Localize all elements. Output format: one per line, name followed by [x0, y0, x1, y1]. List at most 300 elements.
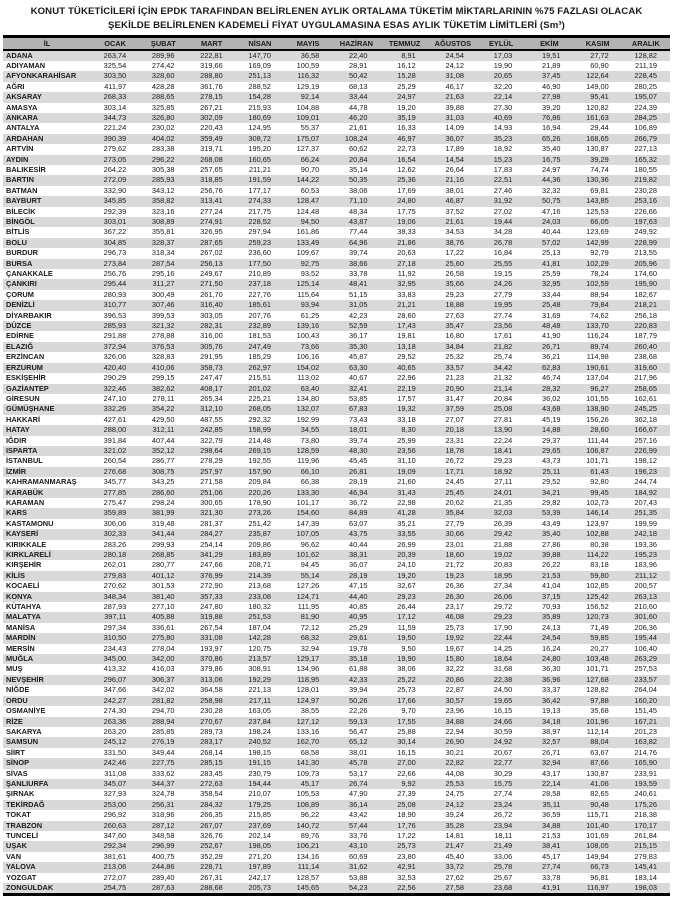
limit-value: 99,45 [590, 487, 609, 497]
limit-value: 59,85 [590, 633, 609, 643]
table-row [3, 248, 670, 258]
limit-value: 83,18 [590, 560, 609, 570]
limit-value: 31,47 [445, 393, 464, 403]
limit-value: 45,17 [542, 851, 561, 861]
limit-value: 20,83 [493, 560, 513, 570]
limit-value: 43,49 [542, 518, 561, 528]
limit-value: 328,37 [151, 237, 175, 247]
limit-value: 53,17 [349, 768, 368, 778]
table-row [3, 71, 670, 81]
limit-value: 20,63 [397, 248, 416, 258]
limit-value: 24,10 [397, 560, 416, 570]
limit-value: 310,77 [103, 300, 127, 310]
limit-value: 17,43 [397, 321, 416, 331]
limit-value: 195,44 [634, 633, 657, 643]
province-name: GÜMÜŞHANE [6, 404, 55, 414]
limit-value: 236,60 [248, 248, 271, 258]
column-header-month: HAZİRAN [332, 37, 380, 50]
limit-value: 46,94 [349, 487, 368, 497]
province-name: GİRESUN [6, 393, 40, 403]
limit-value: 253,16 [634, 196, 657, 206]
limit-value: 263,13 [634, 591, 657, 601]
limit-value: 37,45 [542, 71, 561, 81]
limit-value: 27,98 [542, 92, 561, 102]
limit-value: 108,05 [586, 841, 609, 851]
table-row [3, 748, 670, 758]
limit-value: 244,86 [151, 862, 175, 872]
limit-value: 207,43 [634, 497, 657, 507]
province-name: IĞDIR [6, 435, 27, 445]
limit-value: 21,16 [445, 175, 464, 185]
limit-value: 145,65 [296, 883, 320, 892]
limit-value: 21,88 [493, 539, 513, 549]
limit-value: 240,61 [634, 789, 657, 799]
province-name: KONYA [6, 591, 33, 601]
table-row [3, 394, 670, 404]
limit-value: 319,60 [634, 362, 657, 372]
column-header-month: EYLÜL [477, 37, 525, 50]
limit-value: 321,02 [103, 445, 127, 455]
limit-value: 141,30 [296, 758, 320, 768]
limit-value: 251,35 [634, 508, 657, 518]
limit-value: 211,12 [634, 570, 657, 580]
limit-value: 273,84 [103, 258, 127, 268]
limit-value: 92,79 [590, 248, 609, 258]
limit-value: 29,82 [542, 497, 561, 507]
limit-value: 22,66 [397, 768, 416, 778]
limit-value: 427,61 [103, 414, 127, 424]
limit-value: 429,50 [151, 414, 175, 424]
limit-value: 163,82 [634, 737, 657, 747]
limit-value: 26,78 [493, 237, 513, 247]
limit-value: 88,04 [590, 737, 609, 747]
limit-value: 21,53 [542, 570, 561, 580]
limit-value: 348,58 [151, 830, 175, 840]
limit-value: 288,68 [200, 883, 223, 892]
limit-value: 219,82 [634, 175, 657, 185]
limit-value: 46,97 [397, 133, 416, 143]
table-row [3, 373, 670, 383]
limit-value: 17,22 [397, 830, 416, 840]
province-name: İSTANBUL [6, 456, 43, 466]
limit-value: 25,13 [542, 248, 561, 258]
limit-value: 25,48 [542, 300, 561, 310]
limit-value: 52,59 [349, 321, 368, 331]
limit-value: 161,86 [296, 227, 320, 237]
limit-value: 146,14 [586, 508, 609, 518]
limit-value: 37,59 [445, 404, 464, 414]
limit-value: 22,94 [445, 726, 464, 736]
limit-value: 8,91 [401, 50, 416, 60]
limit-value: 22,87 [445, 685, 464, 695]
limit-value: 28,60 [590, 425, 609, 435]
consumption-limits-table [3, 35, 670, 896]
limit-value: 29,52 [542, 477, 561, 487]
limit-value: 31,92 [493, 196, 513, 206]
limit-value: 205,73 [248, 883, 271, 892]
limit-value: 278,88 [151, 331, 175, 341]
limit-value: 278,15 [200, 92, 223, 102]
limit-value: 31,43 [397, 487, 416, 497]
limit-value: 379,86 [200, 664, 223, 674]
limit-value: 62,83 [542, 362, 561, 372]
limit-value: 34,53 [445, 227, 464, 237]
limit-value: 28,91 [349, 60, 368, 70]
limit-value: 31,03 [445, 112, 464, 122]
province-name: ÇANKIRI [6, 279, 37, 289]
limit-value: 313,06 [200, 674, 223, 684]
limit-value: 22,98 [397, 497, 416, 507]
limit-value: 24,45 [445, 477, 464, 487]
limit-value: 34,88 [445, 716, 464, 726]
limit-value: 381,40 [151, 591, 175, 601]
limit-value: 295,16 [151, 269, 175, 279]
limit-value: 73,66 [300, 341, 320, 351]
limit-value: 134,16 [296, 851, 320, 861]
province-name: ŞANLIURFA [6, 778, 49, 788]
province-name: OSMANİYE [6, 706, 46, 716]
limit-value: 332,26 [103, 404, 127, 414]
province-name: KIRKLARELİ [6, 550, 51, 559]
limit-value: 22,56 [397, 883, 416, 892]
limit-value: 266,79 [634, 133, 657, 143]
limit-value: 154,02 [296, 362, 320, 372]
limit-value: 267,31 [200, 872, 223, 882]
limit-value: 198,15 [248, 747, 271, 757]
limit-value: 38,76 [445, 237, 464, 247]
limit-value: 27,00 [397, 758, 416, 768]
limit-value: 292,32 [248, 414, 271, 424]
limit-value: 279,83 [634, 851, 657, 861]
limit-value: 228,99 [634, 237, 657, 247]
limit-value: 35,19 [397, 112, 416, 122]
limit-value: 69,81 [590, 185, 609, 195]
limit-value: 376,99 [200, 570, 223, 580]
limit-value: 19,50 [397, 633, 416, 643]
limit-value: 372,94 [103, 341, 127, 351]
limit-value: 298,64 [200, 445, 223, 455]
limit-value: 89,74 [590, 341, 609, 351]
limit-value: 35,23 [493, 133, 513, 143]
limit-value: 120,75 [248, 643, 271, 653]
limit-value: 63,40 [300, 383, 320, 393]
province-name: AFYONKARAHİSAR [6, 71, 77, 81]
limit-value: 227,75 [151, 758, 175, 768]
limit-value: 21,63 [445, 92, 464, 102]
province-name: GAZİANTEP [6, 383, 49, 393]
limit-value: 267,07 [200, 820, 223, 830]
limit-value: 217,11 [248, 695, 271, 705]
limit-value: 285,93 [151, 175, 175, 185]
limit-value: 242,46 [103, 758, 127, 768]
limit-value: 90,70 [300, 164, 320, 174]
limit-value: 107,05 [296, 529, 320, 539]
limit-value: 66,05 [590, 217, 609, 226]
limit-value: 128,59 [296, 445, 320, 455]
limit-value: 144,22 [296, 175, 320, 185]
limit-value: 38,55 [300, 706, 320, 716]
limit-value: 296,73 [103, 248, 127, 258]
limit-value: 268,85 [151, 550, 175, 559]
limit-value: 18,41 [493, 445, 513, 455]
limit-value: 183,96 [634, 560, 657, 570]
column-header-month: MAYIS [284, 37, 332, 50]
province-name: MALATYA [6, 612, 41, 622]
limit-value: 20,18 [445, 425, 464, 435]
table-row [3, 779, 670, 789]
limit-value: 303,50 [103, 71, 127, 81]
limit-value: 345,07 [103, 778, 127, 788]
limit-value: 77,44 [349, 227, 368, 237]
limit-value: 271,50 [200, 279, 223, 289]
limit-value: 25,88 [397, 726, 416, 736]
limit-value: 214,48 [248, 435, 271, 445]
limit-value: 133,49 [296, 237, 320, 247]
limit-value: 16,15 [493, 706, 513, 716]
limit-value: 300,49 [151, 289, 175, 299]
limit-value: 25,99 [397, 435, 416, 445]
limit-value: 19,20 [397, 102, 416, 112]
limit-value: 274,91 [200, 217, 223, 226]
limit-value: 257,53 [634, 664, 657, 674]
limit-value: 268,33 [103, 92, 127, 102]
limit-value: 256,76 [103, 269, 127, 279]
limit-value: 26,39 [493, 518, 513, 528]
limit-value: 108,89 [296, 799, 320, 809]
limit-value: 174,60 [634, 269, 657, 279]
limit-value: 101,71 [586, 456, 609, 466]
limit-value: 26,71 [542, 747, 561, 757]
limit-value: 411,97 [104, 81, 127, 91]
limit-value: 234,43 [103, 643, 127, 653]
column-header-month: TEMMUZ [381, 37, 429, 50]
limit-value: 139,16 [296, 321, 320, 331]
limit-value: 102,59 [586, 279, 609, 289]
limit-value: 272,07 [103, 872, 127, 882]
province-name: ELAZIĞ [6, 341, 34, 351]
limit-value: 15,23 [493, 154, 513, 164]
limit-value: 26,44 [397, 602, 416, 612]
limit-value: 36,42 [542, 695, 561, 705]
limit-value: 60,90 [590, 60, 609, 70]
table-row [3, 727, 670, 737]
limit-value: 344,73 [103, 112, 127, 122]
limit-value: 361,76 [200, 81, 223, 91]
limit-value: 35,68 [590, 706, 609, 716]
limit-value: 137,04 [586, 373, 609, 383]
table-row [3, 134, 670, 144]
limit-value: 55,37 [300, 123, 320, 133]
limit-value: 197,63 [634, 217, 657, 226]
province-name: MANİSA [6, 622, 36, 632]
limit-value: 19,20 [397, 570, 416, 580]
province-name: ZONGULDAK [6, 883, 54, 892]
limit-value: 184,92 [634, 487, 657, 497]
limit-value: 263,36 [103, 716, 127, 726]
limit-value: 154,28 [248, 92, 271, 102]
limit-value: 53,39 [542, 508, 561, 518]
province-name: MUŞ [6, 664, 23, 674]
limit-value: 304,85 [103, 237, 127, 247]
province-name: SAKARYA [6, 726, 42, 736]
limit-value: 25,55 [493, 258, 513, 268]
limit-value: 25,32 [445, 352, 464, 362]
table-row [3, 654, 670, 664]
limit-value: 22,24 [493, 435, 513, 445]
province-name: TUNCELİ [6, 830, 39, 840]
limit-value: 124,97 [296, 695, 320, 705]
limit-value: 35,40 [542, 144, 561, 154]
limit-value: 24,75 [445, 789, 464, 799]
limit-value: 26,90 [445, 737, 464, 747]
limit-value: 23,96 [445, 706, 464, 716]
limit-value: 28,58 [542, 789, 561, 799]
limit-value: 265,34 [200, 393, 223, 403]
limit-value: 326,76 [200, 830, 223, 840]
limit-value: 127,68 [586, 674, 609, 684]
limit-value: 275,80 [151, 633, 175, 643]
limit-value: 288,94 [151, 716, 175, 726]
limit-value: 25,36 [397, 175, 416, 185]
table-header-row [3, 37, 670, 50]
limit-value: 400,75 [151, 851, 175, 861]
limit-value: 263,74 [103, 50, 127, 60]
limit-value: 22,26 [349, 706, 368, 716]
limit-value: 27,81 [493, 414, 513, 424]
limit-value: 242,85 [200, 425, 223, 435]
province-name: KARS [6, 508, 27, 518]
limit-value: 44,40 [349, 591, 368, 601]
limit-value: 47,90 [349, 789, 368, 799]
limit-value: 278,29 [200, 456, 223, 466]
table-row [3, 810, 670, 820]
limit-value: 35,21 [397, 518, 416, 528]
table-row [3, 737, 670, 747]
limit-value: 33,18 [397, 414, 416, 424]
limit-value: 23,80 [397, 851, 416, 861]
table-row [3, 92, 670, 102]
limit-value: 25,08 [493, 404, 513, 414]
limit-value: 301,60 [634, 612, 657, 622]
limit-value: 299,15 [151, 373, 175, 383]
limit-value: 331,08 [200, 633, 223, 643]
limit-value: 68,13 [349, 81, 368, 91]
limit-value: 333,62 [151, 768, 175, 778]
limit-value: 46,87 [445, 196, 464, 206]
limit-value: 397,11 [104, 612, 127, 622]
limit-value: 342,00 [151, 654, 175, 664]
limit-value: 38,06 [397, 664, 416, 674]
province-name: ANKARA [6, 112, 39, 122]
limit-value: 165,32 [634, 154, 657, 164]
province-name: YOZGAT [6, 872, 37, 882]
limit-value: 230,79 [248, 768, 271, 778]
table-row [3, 279, 670, 289]
province-name: BATMAN [6, 185, 38, 195]
limit-value: 308,91 [248, 664, 271, 674]
limit-value: 54,23 [349, 883, 368, 892]
limit-value: 170,17 [634, 820, 657, 830]
limit-value: 50,75 [542, 196, 561, 206]
limit-value: 35,84 [445, 508, 464, 518]
limit-value: 273,26 [248, 508, 271, 518]
limit-value: 260,63 [103, 820, 127, 830]
limit-value: 25,29 [349, 622, 368, 632]
limit-value: 192,99 [296, 414, 320, 424]
limit-value: 166,67 [634, 425, 657, 435]
limit-value: 22,40 [349, 50, 368, 60]
limit-value: 328,83 [151, 352, 175, 362]
table-row [3, 529, 670, 539]
limit-value: 24,97 [397, 92, 416, 102]
limit-value: 29,44 [590, 123, 609, 133]
title-line-2: ŞEKİLDE BELİRLENEN KADEMELİ FİYAT UYGULAMASINA ESAS AYLIK TÜKETİM LİMİTLERİ (Sm³) [108, 20, 565, 31]
table-row [3, 498, 670, 508]
limit-value: 67,83 [349, 404, 368, 414]
province-name: KOCAELİ [6, 581, 40, 591]
limit-value: 16,84 [493, 248, 513, 258]
limit-value: 25,74 [493, 352, 513, 362]
limit-value: 244,74 [634, 477, 657, 487]
limit-value: 22,14 [542, 778, 561, 788]
limit-value: 24,97 [542, 164, 561, 174]
table-row [3, 446, 670, 456]
limit-value: 305,38 [151, 164, 175, 174]
province-name: UŞAK [6, 841, 27, 851]
table-row [3, 217, 670, 227]
limit-value: 19,95 [493, 300, 513, 310]
limit-value: 100,43 [296, 331, 320, 341]
limit-value: 276,68 [103, 466, 127, 476]
limit-value: 45,19 [542, 414, 561, 424]
limit-value: 40,65 [397, 362, 416, 372]
limit-value: 181,53 [248, 331, 271, 341]
limit-value: 39,20 [542, 102, 561, 112]
table-row [3, 560, 670, 570]
table-row [3, 259, 670, 269]
limit-value: 17,76 [397, 820, 416, 830]
limit-value: 105,53 [296, 789, 320, 799]
limit-value: 287,65 [200, 237, 223, 247]
table-row [3, 311, 670, 321]
table-row [3, 571, 670, 581]
limit-value: 288,65 [151, 92, 175, 102]
province-name: KASTAMONU [6, 518, 54, 528]
limit-value: 156,26 [586, 414, 609, 424]
limit-value: 14,81 [445, 830, 464, 840]
limit-value: 390,39 [103, 133, 127, 143]
limit-value: 21,23 [445, 373, 464, 383]
limit-value: 108,24 [344, 133, 368, 143]
limit-value: 115,64 [297, 289, 320, 299]
limit-value: 40,67 [349, 373, 368, 383]
limit-value: 283,38 [151, 144, 175, 154]
limit-value: 210,07 [248, 789, 271, 799]
limit-value: 73,80 [300, 435, 320, 445]
limit-value: 299,93 [151, 539, 175, 549]
limit-value: 195,07 [634, 92, 657, 102]
limit-value: 326,06 [103, 352, 127, 362]
limit-value: 26,71 [542, 341, 561, 351]
limit-value: 124,95 [248, 123, 271, 133]
limit-value: 29,72 [493, 602, 513, 612]
limit-value: 128,82 [634, 50, 657, 60]
limit-value: 40,85 [349, 602, 368, 612]
limit-value: 78,24 [590, 269, 609, 279]
limit-value: 128,57 [296, 872, 320, 882]
limit-value: 38,41 [542, 841, 561, 851]
limit-value: 285,85 [151, 726, 175, 736]
